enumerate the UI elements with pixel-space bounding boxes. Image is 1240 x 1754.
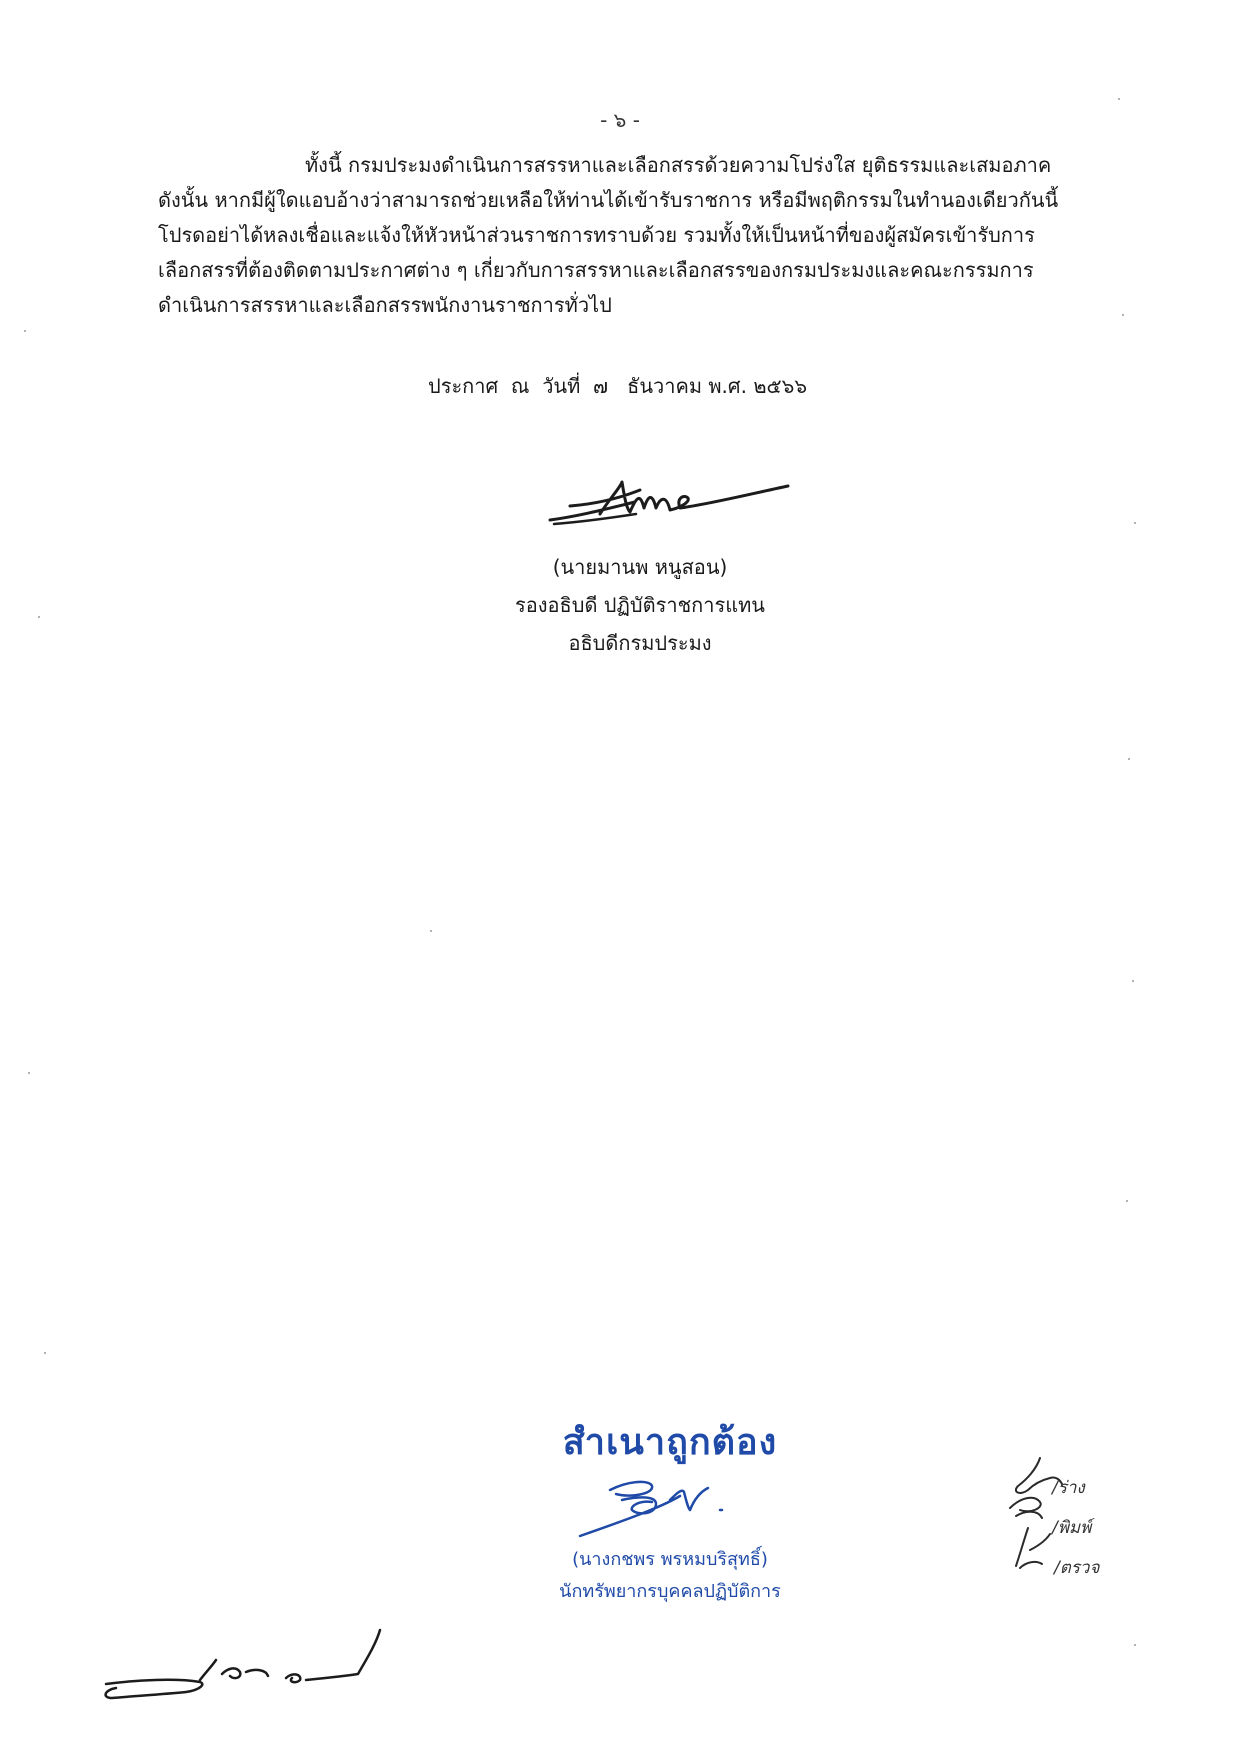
scan-speckle [430,930,432,932]
director-signature [540,468,800,538]
certifier-signature [560,1470,760,1540]
initial-draft: /ร่าง [1052,1478,1085,1498]
scan-speckle [1118,98,1120,100]
handwritten-mark [96,1620,396,1710]
scan-speckle [1134,1644,1136,1646]
paragraph-line: ทั้งนี้ กรมประมงดำเนินการสรรหาและเลือกสรรด้วยความโปร่งใส ยุติธรรมและเสมอภาค [305,153,1052,177]
paragraph-line: เลือกสรรที่ต้องติดตามประกาศต่าง ๆ เกี่ยวกับการสรรหาและเลือกสรรของกรมประมงและคณะกรรมการ [158,258,1034,282]
initial-type: /พิมพ์ [1052,1518,1092,1538]
scan-speckle [1134,522,1136,524]
scan-speckle [1132,980,1134,982]
signatory-name: (นายมานพ หนูสอน) [552,555,728,579]
scan-speckle [28,1072,30,1074]
signatory-block [380,548,900,662]
scan-speckle [24,330,26,332]
signatory-department: อธิบดีกรมประมง [568,631,712,655]
scan-speckle [1126,1200,1128,1202]
announcement-date: ประกาศ ณ วันที่ ๗ ธันวาคม พ.ศ. ๒๕๖๖ [428,374,808,398]
scan-speckle [44,1352,46,1354]
certifier-name: (นางกชพร พรหมบริสุทธิ์) [572,1549,768,1570]
paragraph-line: ดังนั้น หากมีผู้ใดแอบอ้างว่าสามารถช่วยเหลือให้ท่านได้เข้ารับราชการ หรือมีพฤติกรรมในทำนองเดียวกันนี้ [158,188,1059,212]
scan-speckle [1128,758,1130,760]
scan-speckle [1122,314,1124,316]
announcement-paragraph [158,148,1098,323]
signatory-position: รองอธิบดี ปฏิบัติราชการแทน [515,593,765,617]
certifier-position: นักทรัพยากรบุคคลปฏิบัติการ [559,1581,781,1602]
certified-copy-title: สำเนาถูกต้อง [562,1422,778,1463]
initial-check: /ตรวจ [1054,1558,1100,1578]
scan-speckle [38,616,40,618]
page-number: - ๖ - [600,108,640,132]
paragraph-line: โปรดอย่าได้หลงเชื่อและแจ้งให้หัวหน้าส่วนราชการทราบด้วย รวมทั้งให้เป็นหน้าที่ของผู้สมัครเข้ารับการ [158,223,1035,247]
paragraph-line: ดำเนินการสรรหาและเลือกสรรพนักงานราชการทั่วไป [158,293,612,317]
